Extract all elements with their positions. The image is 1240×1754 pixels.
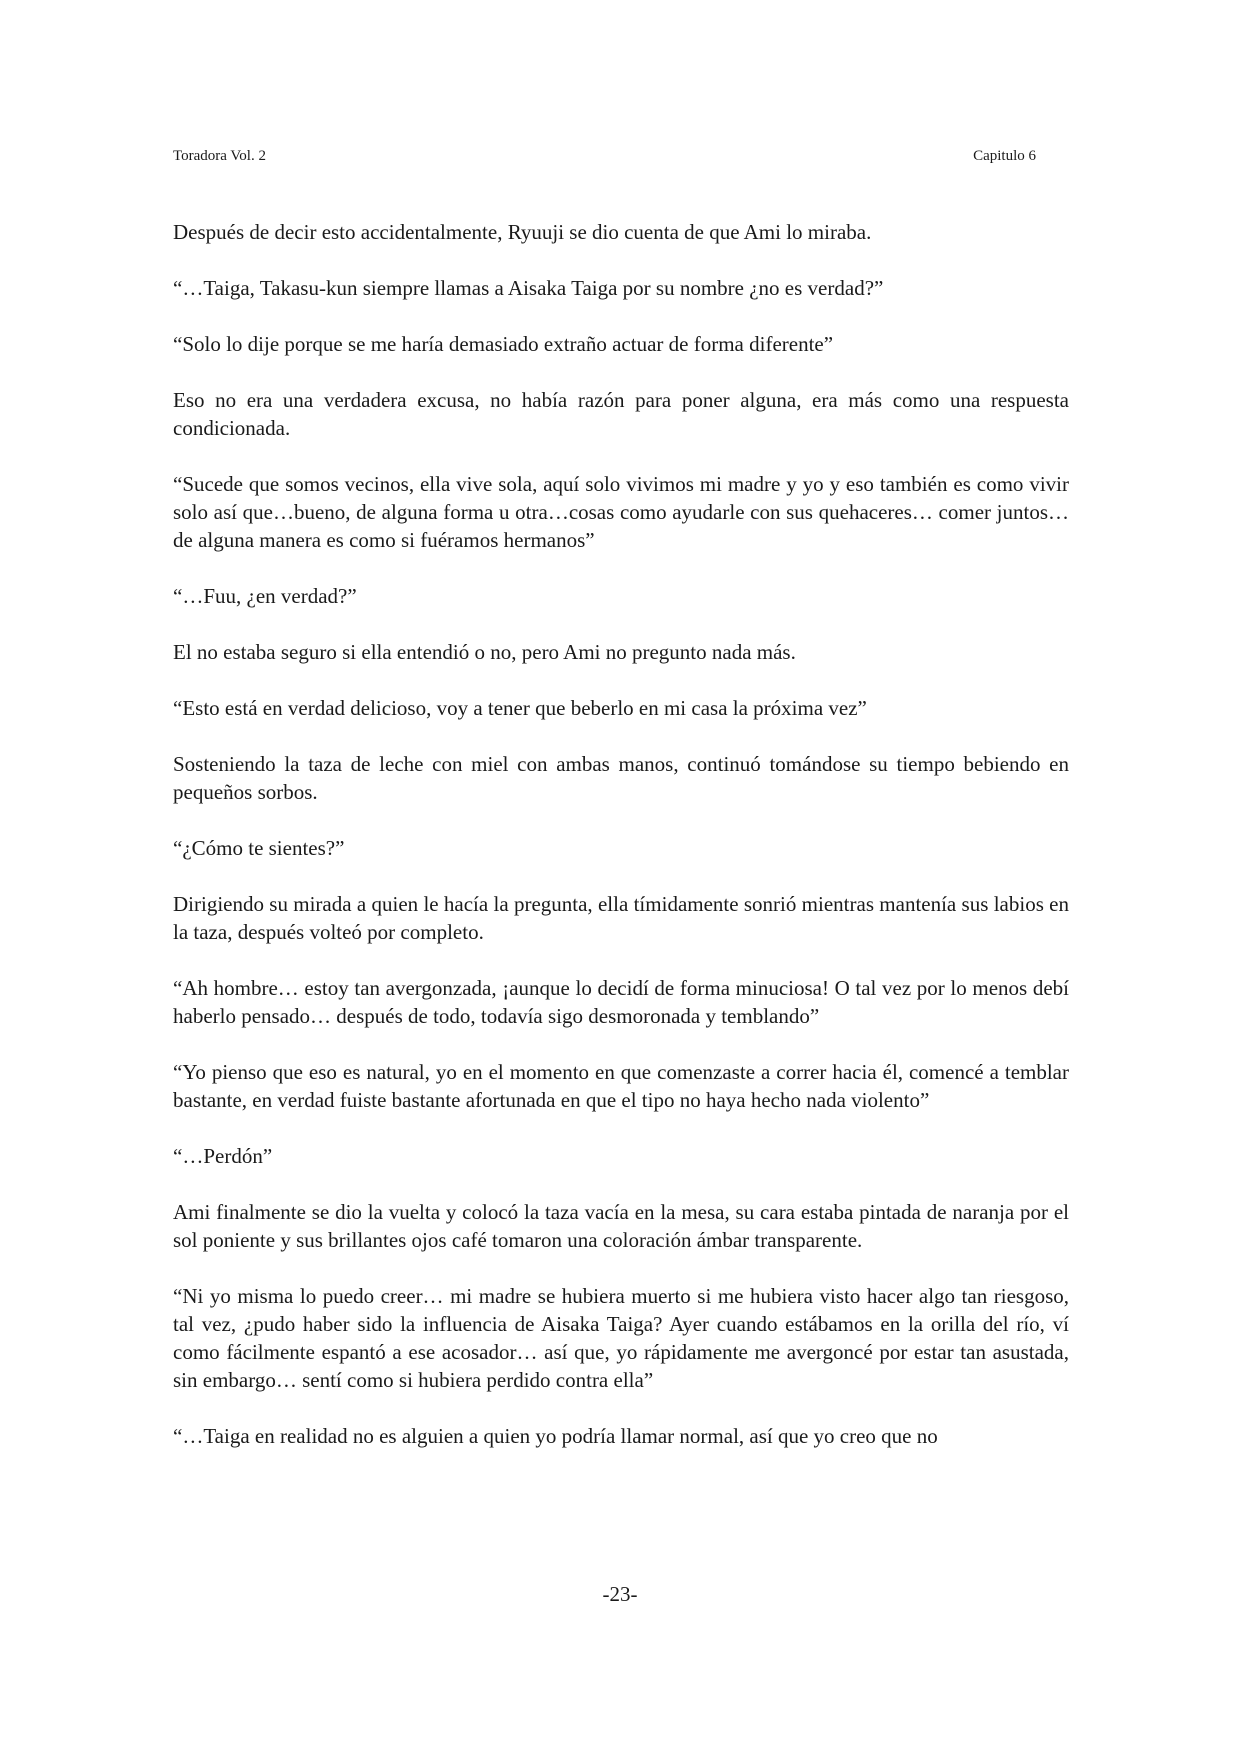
page-number: -23- <box>602 1582 638 1606</box>
paragraph: “Yo pienso que eso es natural, yo en el momento en que comenzaste a correr hacia él, comencé a temblar bastante, en verdad fuiste bastante afortunada en que el tipo no haya hecho nada violento” <box>173 1060 1069 1112</box>
paragraph: Después de decir esto accidentalmente, Ryuuji se dio cuenta de que Ami lo miraba. <box>173 220 872 244</box>
paragraph: “Ni yo misma lo puedo creer… mi madre se hubiera muerto si me hubiera visto hacer algo tan riesgoso, tal vez, ¿pudo haber sido la influencia de Aisaka Taiga? Ayer cuando estábamos en la orilla del río, ví como fácilmente espantó a ese acosador… así que, yo rápidamente me avergoncé por estar tan asustada, sin embargo… sentí como si hubiera perdido contra ella” <box>173 1284 1069 1392</box>
paragraph: “Solo lo dije porque se me haría demasiado extraño actuar de forma diferente” <box>173 332 834 356</box>
header-book-title: Toradora Vol. 2 <box>173 148 266 164</box>
paragraph: El no estaba seguro si ella entendió o no, pero Ami no pregunto nada más. <box>173 640 796 664</box>
paragraph: “…Taiga, Takasu-kun siempre llamas a Aisaka Taiga por su nombre ¿no es verdad?” <box>173 276 884 300</box>
header-chapter: Capitulo 6 <box>973 148 1036 164</box>
paragraph: “Sucede que somos vecinos, ella vive sola, aquí solo vivimos mi madre y yo y eso también es como vivir solo así que…bueno, de alguna forma u otra…cosas como ayudarle con sus quehaceres… comer juntos… de alguna manera es como si fuéramos hermanos” <box>173 472 1069 552</box>
paragraph: “¿Cómo te sientes?” <box>173 836 345 860</box>
paragraph: “Ah hombre… estoy tan avergonzada, ¡aunque lo decidí de forma minuciosa! O tal vez por lo menos debí haberlo pensado… después de todo, todavía sigo desmoronada y temblando” <box>173 976 1069 1028</box>
paragraph: “…Perdón” <box>173 1144 273 1168</box>
paragraph: “…Fuu, ¿en verdad?” <box>173 584 357 608</box>
body-text <box>173 218 1069 1478</box>
paragraph: Eso no era una verdadera excusa, no había razón para poner alguna, era más como una respuesta condicionada. <box>173 388 1069 440</box>
paragraph: Dirigiendo su mirada a quien le hacía la pregunta, ella tímidamente sonrió mientras mantenía sus labios en la taza, después volteó por completo. <box>173 892 1069 944</box>
paragraph: Ami finalmente se dio la vuelta y colocó la taza vacía en la mesa, su cara estaba pintada de naranja por el sol poniente y sus brillantes ojos café tomaron una coloración ámbar transparente. <box>173 1200 1069 1252</box>
paragraph: “Esto está en verdad delicioso, voy a tener que beberlo en mi casa la próxima vez” <box>173 696 867 720</box>
paragraph: Sosteniendo la taza de leche con miel con ambas manos, continuó tomándose su tiempo bebiendo en pequeños sorbos. <box>173 752 1069 804</box>
paragraph: “…Taiga en realidad no es alguien a quien yo podría llamar normal, así que yo creo que no <box>173 1424 938 1448</box>
